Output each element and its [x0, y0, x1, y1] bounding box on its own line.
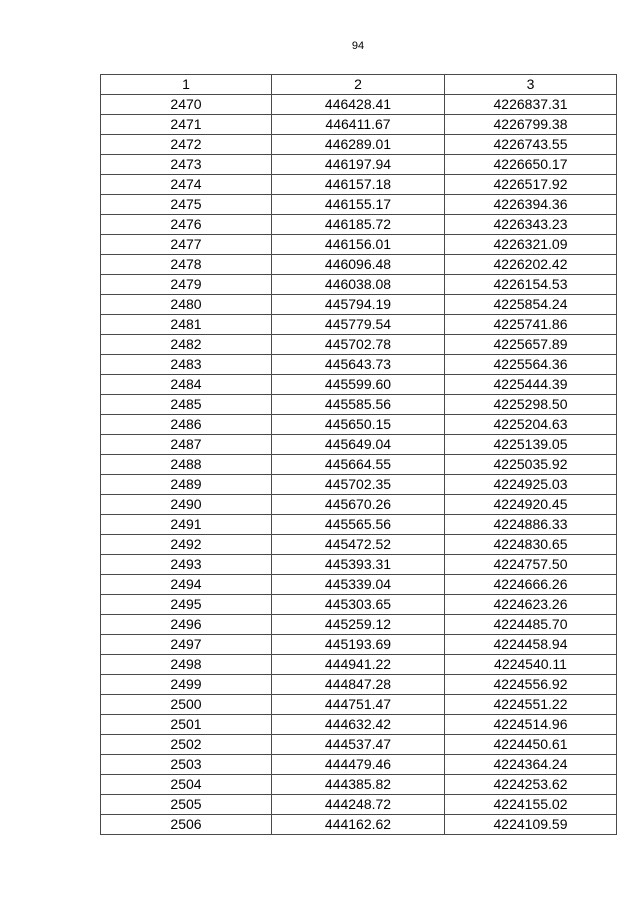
- table-row: [101, 435, 617, 455]
- x-coordinate-cell: 445599.60: [272, 375, 445, 395]
- y-coordinate-cell: 4224364.24: [445, 755, 617, 775]
- x-coordinate-cell: 446411.67: [272, 115, 445, 135]
- table-row: [101, 475, 617, 495]
- y-coordinate-cell: 4224830.65: [445, 535, 617, 555]
- point-number-cell: 2503: [101, 755, 272, 775]
- x-coordinate-cell: 446156.01: [272, 235, 445, 255]
- point-number-cell: 2485: [101, 395, 272, 415]
- table-row: [101, 335, 617, 355]
- x-coordinate-cell: 444941.22: [272, 655, 445, 675]
- x-coordinate-cell: 445643.73: [272, 355, 445, 375]
- table-body: [101, 95, 617, 835]
- table-row: [101, 175, 617, 195]
- point-number-cell: 2492: [101, 535, 272, 555]
- y-coordinate-cell: 4224551.22: [445, 695, 617, 715]
- table-row: [101, 635, 617, 655]
- x-coordinate-cell: 446038.08: [272, 275, 445, 295]
- point-number-cell: 2483: [101, 355, 272, 375]
- y-coordinate-cell: 4225204.63: [445, 415, 617, 435]
- y-coordinate-cell: 4226202.42: [445, 255, 617, 275]
- table-row: [101, 815, 617, 835]
- y-coordinate-cell: 4224253.62: [445, 775, 617, 795]
- column-header-3: 3: [445, 75, 617, 95]
- x-coordinate-cell: 446157.18: [272, 175, 445, 195]
- point-number-cell: 2500: [101, 695, 272, 715]
- x-coordinate-cell: 446428.41: [272, 95, 445, 115]
- y-coordinate-cell: 4224757.50: [445, 555, 617, 575]
- point-number-cell: 2497: [101, 635, 272, 655]
- table-row: [101, 615, 617, 635]
- y-coordinate-cell: 4224109.59: [445, 815, 617, 835]
- point-number-cell: 2501: [101, 715, 272, 735]
- y-coordinate-cell: 4225035.92: [445, 455, 617, 475]
- table-row: [101, 515, 617, 535]
- point-number-cell: 2499: [101, 675, 272, 695]
- header-row: [101, 75, 617, 95]
- y-coordinate-cell: 4226343.23: [445, 215, 617, 235]
- y-coordinate-cell: 4224666.26: [445, 575, 617, 595]
- x-coordinate-cell: 446185.72: [272, 215, 445, 235]
- y-coordinate-cell: 4224556.92: [445, 675, 617, 695]
- y-coordinate-cell: 4224485.70: [445, 615, 617, 635]
- x-coordinate-cell: 445339.04: [272, 575, 445, 595]
- point-number-cell: 2478: [101, 255, 272, 275]
- point-number-cell: 2506: [101, 815, 272, 835]
- table-row: [101, 595, 617, 615]
- y-coordinate-cell: 4225741.86: [445, 315, 617, 335]
- y-coordinate-cell: 4225444.39: [445, 375, 617, 395]
- x-coordinate-cell: 445472.52: [272, 535, 445, 555]
- point-number-cell: 2476: [101, 215, 272, 235]
- point-number-cell: 2496: [101, 615, 272, 635]
- y-coordinate-cell: 4224155.02: [445, 795, 617, 815]
- table-row: [101, 155, 617, 175]
- x-coordinate-cell: 444537.47: [272, 735, 445, 755]
- table-row: [101, 795, 617, 815]
- point-number-cell: 2471: [101, 115, 272, 135]
- table-row: [101, 675, 617, 695]
- coordinates-table: [100, 74, 617, 835]
- y-coordinate-cell: 4226517.92: [445, 175, 617, 195]
- point-number-cell: 2484: [101, 375, 272, 395]
- table-row: [101, 495, 617, 515]
- y-coordinate-cell: 4224450.61: [445, 735, 617, 755]
- table-row: [101, 775, 617, 795]
- table-row: [101, 215, 617, 235]
- point-number-cell: 2493: [101, 555, 272, 575]
- point-number-cell: 2494: [101, 575, 272, 595]
- table-row: [101, 755, 617, 775]
- table-row: [101, 115, 617, 135]
- point-number-cell: 2502: [101, 735, 272, 755]
- x-coordinate-cell: 445670.26: [272, 495, 445, 515]
- table-row: [101, 355, 617, 375]
- table-row: [101, 275, 617, 295]
- point-number-cell: 2505: [101, 795, 272, 815]
- x-coordinate-cell: 445393.31: [272, 555, 445, 575]
- table-row: [101, 555, 617, 575]
- point-number-cell: 2486: [101, 415, 272, 435]
- y-coordinate-cell: 4226743.55: [445, 135, 617, 155]
- x-coordinate-cell: 444385.82: [272, 775, 445, 795]
- table-header: [101, 75, 617, 95]
- x-coordinate-cell: 445303.65: [272, 595, 445, 615]
- x-coordinate-cell: 445664.55: [272, 455, 445, 475]
- x-coordinate-cell: 445585.56: [272, 395, 445, 415]
- point-number-cell: 2474: [101, 175, 272, 195]
- table-row: [101, 235, 617, 255]
- x-coordinate-cell: 446197.94: [272, 155, 445, 175]
- table-row: [101, 95, 617, 115]
- x-coordinate-cell: 445259.12: [272, 615, 445, 635]
- x-coordinate-cell: 444248.72: [272, 795, 445, 815]
- x-coordinate-cell: 446289.01: [272, 135, 445, 155]
- table-row: [101, 655, 617, 675]
- table-row: [101, 375, 617, 395]
- x-coordinate-cell: 444162.62: [272, 815, 445, 835]
- y-coordinate-cell: 4226837.31: [445, 95, 617, 115]
- point-number-cell: 2489: [101, 475, 272, 495]
- point-number-cell: 2475: [101, 195, 272, 215]
- y-coordinate-cell: 4224458.94: [445, 635, 617, 655]
- point-number-cell: 2470: [101, 95, 272, 115]
- x-coordinate-cell: 446155.17: [272, 195, 445, 215]
- table-row: [101, 455, 617, 475]
- y-coordinate-cell: 4226154.53: [445, 275, 617, 295]
- table-row: [101, 575, 617, 595]
- table-row: [101, 195, 617, 215]
- table-row: [101, 695, 617, 715]
- table-row: [101, 255, 617, 275]
- y-coordinate-cell: 4225657.89: [445, 335, 617, 355]
- table-row: [101, 715, 617, 735]
- table-row: [101, 315, 617, 335]
- y-coordinate-cell: 4226394.36: [445, 195, 617, 215]
- point-number-cell: 2473: [101, 155, 272, 175]
- y-coordinate-cell: 4226799.38: [445, 115, 617, 135]
- point-number-cell: 2495: [101, 595, 272, 615]
- point-number-cell: 2498: [101, 655, 272, 675]
- x-coordinate-cell: 445702.35: [272, 475, 445, 495]
- x-coordinate-cell: 445779.54: [272, 315, 445, 335]
- y-coordinate-cell: 4226321.09: [445, 235, 617, 255]
- point-number-cell: 2477: [101, 235, 272, 255]
- x-coordinate-cell: 445649.04: [272, 435, 445, 455]
- point-number-cell: 2479: [101, 275, 272, 295]
- x-coordinate-cell: 445650.15: [272, 415, 445, 435]
- x-coordinate-cell: 446096.48: [272, 255, 445, 275]
- page-number: 94: [351, 40, 365, 52]
- table-row: [101, 295, 617, 315]
- x-coordinate-cell: 445794.19: [272, 295, 445, 315]
- y-coordinate-cell: 4226650.17: [445, 155, 617, 175]
- x-coordinate-cell: 445193.69: [272, 635, 445, 655]
- y-coordinate-cell: 4225564.36: [445, 355, 617, 375]
- y-coordinate-cell: 4224920.45: [445, 495, 617, 515]
- point-number-cell: 2504: [101, 775, 272, 795]
- table-row: [101, 415, 617, 435]
- x-coordinate-cell: 444479.46: [272, 755, 445, 775]
- point-number-cell: 2491: [101, 515, 272, 535]
- y-coordinate-cell: 4224886.33: [445, 515, 617, 535]
- point-number-cell: 2480: [101, 295, 272, 315]
- x-coordinate-cell: 445702.78: [272, 335, 445, 355]
- point-number-cell: 2490: [101, 495, 272, 515]
- y-coordinate-cell: 4224540.11: [445, 655, 617, 675]
- table-row: [101, 735, 617, 755]
- y-coordinate-cell: 4224925.03: [445, 475, 617, 495]
- x-coordinate-cell: 444632.42: [272, 715, 445, 735]
- column-header-1: 1: [101, 75, 272, 95]
- point-number-cell: 2488: [101, 455, 272, 475]
- point-number-cell: 2481: [101, 315, 272, 335]
- point-number-cell: 2472: [101, 135, 272, 155]
- y-coordinate-cell: 4225139.05: [445, 435, 617, 455]
- y-coordinate-cell: 4225298.50: [445, 395, 617, 415]
- table-row: [101, 395, 617, 415]
- table-row: [101, 535, 617, 555]
- x-coordinate-cell: 444847.28: [272, 675, 445, 695]
- x-coordinate-cell: 444751.47: [272, 695, 445, 715]
- y-coordinate-cell: 4225854.24: [445, 295, 617, 315]
- table-row: [101, 135, 617, 155]
- y-coordinate-cell: 4224623.26: [445, 595, 617, 615]
- point-number-cell: 2482: [101, 335, 272, 355]
- column-header-2: 2: [272, 75, 445, 95]
- y-coordinate-cell: 4224514.96: [445, 715, 617, 735]
- point-number-cell: 2487: [101, 435, 272, 455]
- x-coordinate-cell: 445565.56: [272, 515, 445, 535]
